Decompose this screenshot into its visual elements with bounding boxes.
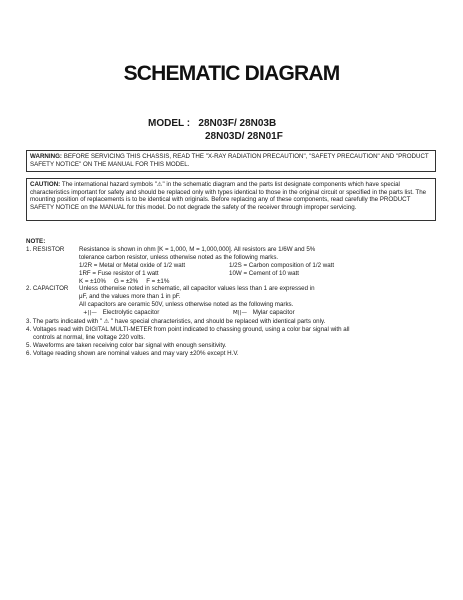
resistor-marks-row-1: [26, 262, 446, 270]
resistor-mark: 10W = Cement of 10 watt: [229, 269, 299, 277]
tolerance-g: G = ±2%: [113, 277, 139, 285]
tolerance-k: K = ±10%: [79, 277, 106, 285]
resistor-row: [26, 246, 446, 254]
electrolytic-capacitor-icon: +||—: [83, 310, 97, 317]
mylar-label: Mylar capacitor: [252, 309, 295, 317]
resistor-mark: 1/2S = Carbon composition of 1/2 watt: [229, 261, 335, 269]
capacitor-line-2: μF, and the values more than 1 in pF.: [79, 293, 181, 301]
model-block: [148, 117, 368, 143]
resistor-label: 1. RESISTOR: [26, 245, 65, 253]
resistor-mark: 1RF = Fuse resistor of 1 watt: [79, 269, 159, 277]
mylar-entry: [233, 309, 295, 318]
note-item-4: 4. Voltages read with DIGITAL MULTI-METER from point indicated to chassing ground, using a color bar signal with all: [26, 325, 350, 333]
warning-box: [26, 150, 436, 172]
resistor-mark: 1/2R = Metal or Metal oxide of 1/2 watt: [79, 261, 186, 269]
resistor-marks-row-2: [26, 270, 446, 278]
note-item-3: 3. The parts indicated with " ⚠ " have special characteristics, and should be replaced with identical parts only.: [26, 318, 326, 326]
resistor-line-1: Resistance is shown in ohm [K = 1,000, M = 1,000,000]. All resistors are 1/6W and 5%: [79, 245, 316, 253]
note-heading: NOTE:: [26, 238, 46, 245]
capacitor-line-1: Unless otherwise noted in schematic, all capacitor values less than 1 are expressed in: [79, 285, 315, 293]
capacitor-label: 2. CAPACITOR: [26, 285, 69, 293]
resistor-tolerances: [26, 278, 446, 286]
electrolytic-label: Electrolytic capacitor: [102, 309, 160, 317]
caution-label: CAUTION:: [30, 181, 61, 188]
notes-section: [26, 238, 446, 358]
caution-text: The international hazard symbols "⚠" in the schematic diagram and the parts list designate components which have special characteristics important for safety and should be replaced only with types identical to those in the original circuit or specified in the parts list. The mounting position of replacements is to be identical with originals. Before replacing any of these components, read carefully the PRODUCT SAFETY NOTICE on the MANUAL for this model. Do not degrade the safety of the receiver through improper servicing.: [30, 181, 427, 211]
model-value-2: 28N03D/ 28N01F: [205, 131, 283, 142]
warning-label: WARNING:: [30, 153, 62, 160]
mylar-capacitor-icon: M||—: [233, 310, 247, 317]
electrolytic-entry: [83, 309, 233, 318]
resistor-line-2: tolerance carbon resistor, unless otherwise noted as the following marks.: [79, 253, 279, 261]
note-item-4-cont: controls at normal, line voltage 220 volts.: [33, 333, 146, 341]
note-item-5: 5. Waveforms are taken receiving color bar signal with enough sensitivity.: [26, 341, 227, 349]
model-label: MODEL :: [148, 118, 191, 129]
model-line-1: [148, 117, 368, 130]
note-item-6: 6. Voltage reading shown are nominal values and may vary ±20% except H.V.: [26, 349, 239, 357]
capacitor-line-3: All capacitors are ceramic 50V, unless otherwise noted as the following marks.: [79, 301, 294, 309]
model-value-1: 28N03F/ 28N03B: [198, 118, 277, 129]
page-title: SCHEMATIC DIAGRAM: [123, 62, 340, 85]
caution-box: [26, 178, 436, 221]
capacitor-row: [26, 285, 446, 293]
capacitor-symbols: [26, 309, 446, 318]
warning-text: BEFORE SERVICING THIS CHASSIS, READ THE "X-RAY RADIATION PRECAUTION", "SAFETY PRECAUTION" AND "PRODUCT SAFETY NOTICE" ON THE MANUAL FOR THIS MODEL.: [30, 153, 429, 168]
tolerance-f: F = ±1%: [146, 277, 170, 285]
